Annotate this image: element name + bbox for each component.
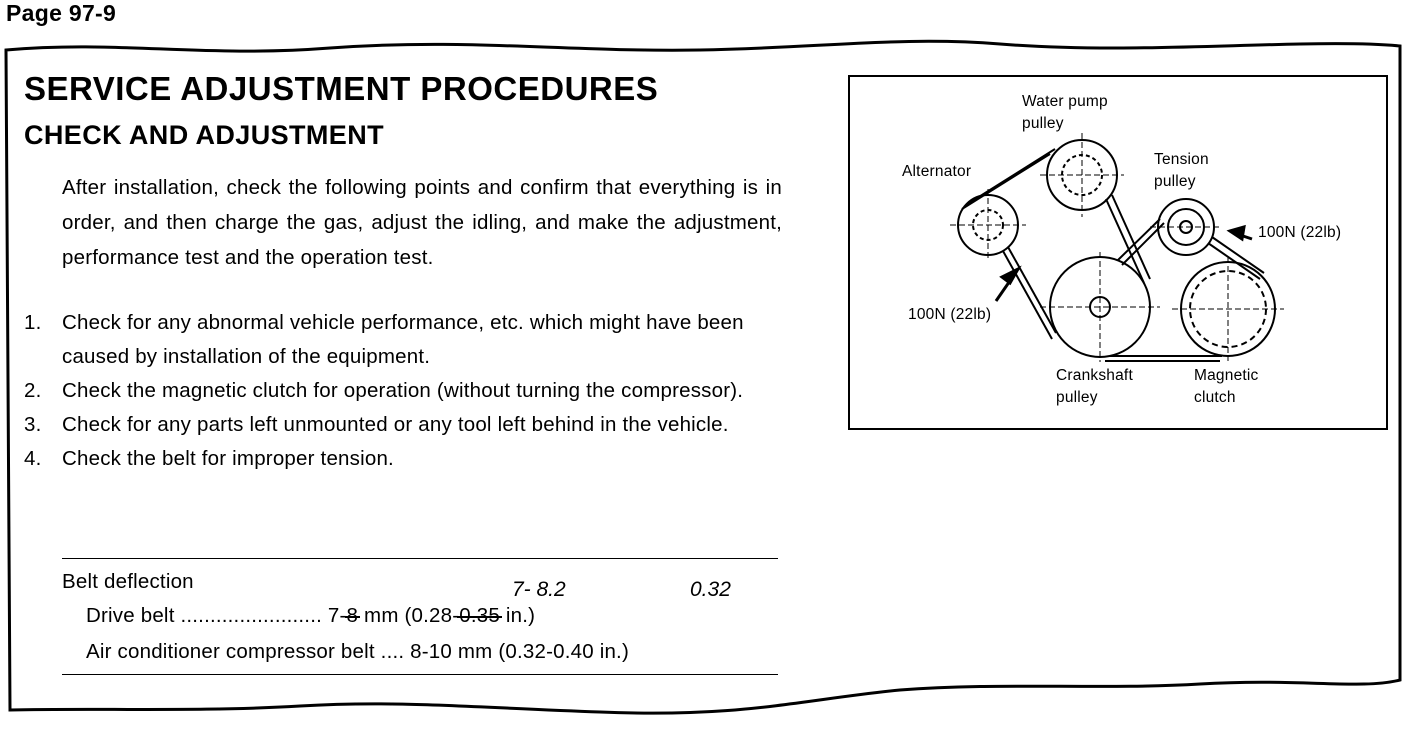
spec-row-drive-belt	[86, 604, 535, 628]
spec-value-part: in.)	[499, 604, 536, 627]
struck-value: 8	[346, 604, 359, 627]
page-title: SERVICE ADJUSTMENT PROCEDURES	[24, 70, 659, 107]
handwritten-correction: 7- 8.2	[512, 578, 566, 601]
belt-diagram	[848, 75, 1388, 430]
spec-label: Drive belt	[86, 604, 175, 627]
force-label-left: 100N (22lb)	[908, 306, 992, 323]
water-pump-label	[1022, 91, 1108, 135]
label-line: pulley	[1154, 173, 1196, 190]
spec-row-ac-belt	[86, 640, 629, 664]
spec-dots: ....	[380, 640, 405, 663]
spec-dots: ........................	[180, 604, 322, 627]
step-text: Check the belt for improper tension.	[62, 447, 394, 470]
label-line: Crankshaft	[1056, 367, 1133, 384]
label-line: pulley	[1022, 115, 1064, 132]
alternator-label: Alternator	[902, 163, 972, 180]
label-line: Tension	[1154, 151, 1209, 168]
label-line: Magnetic	[1194, 367, 1259, 384]
steps-list	[24, 306, 784, 476]
force-label-right: 100N (22lb)	[1258, 224, 1342, 241]
step-text: Check for any abnormal vehicle performance, etc. which might have been caused by installation of the equipment.	[62, 311, 744, 368]
list-item	[24, 374, 784, 408]
spec-value	[328, 604, 535, 627]
step-number: 4.	[24, 447, 42, 470]
spec-top-rule	[62, 558, 778, 559]
list-item	[24, 442, 784, 476]
tension-pulley-label	[1154, 149, 1209, 193]
spec-bottom-rule	[62, 674, 778, 675]
spec-value: 8-10 mm (0.32-0.40 in.)	[410, 640, 629, 663]
label-line: Water pump	[1022, 93, 1108, 110]
section-title: CHECK AND ADJUSTMENT	[24, 120, 385, 150]
step-text: Check for any parts left unmounted or any tool left behind in the vehicle.	[62, 413, 729, 436]
handwritten-correction: 0.32	[690, 578, 731, 601]
spec-value-part: 7-	[327, 604, 347, 627]
page-label: Page 97-9	[6, 0, 117, 26]
spec-title: Belt deflection	[62, 570, 194, 593]
list-item	[24, 408, 784, 442]
label-line: clutch	[1194, 389, 1236, 406]
step-number: 2.	[24, 379, 42, 402]
magnetic-clutch-label	[1194, 365, 1259, 409]
spec-value-part: mm (0.28-	[358, 604, 460, 627]
intro-paragraph: After installation, check the following points and confirm that everything is in order, and then charge the gas, adjust the idling, and make the adjustment, performance test and the operation test.	[62, 176, 782, 269]
step-number: 3.	[24, 413, 42, 436]
crankshaft-label	[1056, 365, 1133, 409]
step-text: Check the magnetic clutch for operation (without turning the compressor).	[62, 379, 744, 402]
spec-label: Air conditioner compressor belt	[86, 640, 375, 663]
struck-value: 0.35	[459, 604, 500, 627]
step-number: 1.	[24, 311, 42, 334]
label-line: pulley	[1056, 389, 1098, 406]
list-item	[24, 306, 784, 374]
